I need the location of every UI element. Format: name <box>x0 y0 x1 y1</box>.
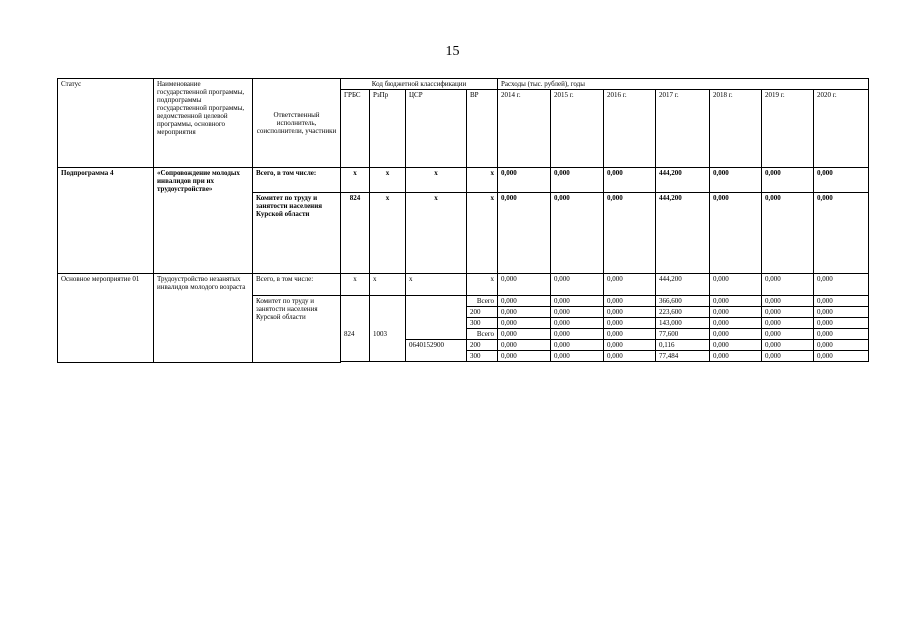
cell-value: 0,000 <box>762 318 814 329</box>
budget-table <box>57 78 869 363</box>
cell-vr: x <box>467 168 498 193</box>
row-responsible: Всего, в том числе: <box>253 168 341 193</box>
cell-rzpr: x <box>370 168 406 193</box>
cell-value: 0,000 <box>604 318 656 329</box>
header-year: 2020 г. <box>814 90 869 168</box>
cell-value: 0,000 <box>814 168 869 193</box>
cell-grbs: 824 <box>341 193 370 274</box>
cell-value: 0,000 <box>604 193 656 274</box>
cell-value: 0,000 <box>814 307 869 318</box>
cell-rzpr: 1003 <box>370 329 406 362</box>
cell-value: 0,000 <box>604 168 656 193</box>
cell-value: 0,000 <box>498 351 551 362</box>
cell-value: 444,200 <box>656 193 710 274</box>
cell-value: 0,000 <box>814 193 869 274</box>
header-year: 2016 г. <box>604 90 656 168</box>
cell-value: 0,000 <box>814 274 869 296</box>
cell-value: 0,000 <box>498 340 551 351</box>
cell-value: 0,000 <box>814 329 869 340</box>
page-number: 15 <box>445 44 460 59</box>
row-responsible: Всего, в том числе: <box>253 274 341 296</box>
header-year: 2015 г. <box>551 90 604 168</box>
cell-vr: 300 <box>467 318 498 329</box>
header-year: 2019 г. <box>762 90 814 168</box>
header-status: Статус <box>58 79 154 168</box>
row-name: Трудоустройство незанятых инвалидов молодого возраста <box>154 274 253 363</box>
cell-value: 0,000 <box>498 307 551 318</box>
cell-value: 77,484 <box>656 351 710 362</box>
row-status: Основное мероприятие 01 <box>58 274 154 363</box>
cell-value: 0,000 <box>710 274 762 296</box>
header-rzpr: РзПр <box>370 90 406 168</box>
cell-value: 0,000 <box>551 274 604 296</box>
header-budget-code: Код бюджетной классификации <box>341 79 498 90</box>
cell-value: 0,000 <box>604 351 656 362</box>
header-expenses: Расходы (тыс. рублей), годы <box>498 79 869 90</box>
cell-value: 0,000 <box>498 193 551 274</box>
cell-value: 0,000 <box>498 296 551 307</box>
cell-rzpr: x <box>370 193 406 274</box>
cell-value: 0,000 <box>710 193 762 274</box>
cell-vr: 300 <box>467 351 498 362</box>
cell-value: 0,000 <box>710 296 762 307</box>
cell-vr: Всего <box>467 296 498 307</box>
cell-value: 0,000 <box>710 318 762 329</box>
table-row <box>58 274 869 296</box>
cell-value: 444,200 <box>656 274 710 296</box>
cell-value: 0,000 <box>604 329 656 340</box>
header-vr: ВР <box>467 90 498 168</box>
cell-value: 0,000 <box>762 296 814 307</box>
header-year: 2014 г. <box>498 90 551 168</box>
cell-value: 0,000 <box>762 193 814 274</box>
cell-value: 223,600 <box>656 307 710 318</box>
row-name: «Сопровождение молодых инвалидов при их трудоустройстве» <box>154 168 253 274</box>
row-status: Подпрограмма 4 <box>58 168 154 274</box>
cell-value: 0,000 <box>498 274 551 296</box>
cell-value: 0,000 <box>814 296 869 307</box>
cell-value: 0,000 <box>762 307 814 318</box>
header-year: 2018 г. <box>710 90 762 168</box>
cell-value: 444,200 <box>656 168 710 193</box>
cell-value: 0,000 <box>762 168 814 193</box>
cell-value: 0,000 <box>762 329 814 340</box>
header-grbs: ГРБС <box>341 90 370 168</box>
cell-csr: x <box>406 193 467 274</box>
cell-value: 0,000 <box>814 340 869 351</box>
cell-value: 0,000 <box>551 318 604 329</box>
cell-grbs: x <box>341 168 370 193</box>
cell-value: 0,000 <box>551 340 604 351</box>
cell-grbs: x <box>341 274 370 296</box>
cell-value: 0,000 <box>551 296 604 307</box>
cell-value: 0,000 <box>710 168 762 193</box>
cell-grbs: 824 <box>341 329 370 362</box>
cell-value: 0,000 <box>551 168 604 193</box>
cell-value: 0,000 <box>551 329 604 340</box>
cell-value: 0,000 <box>498 168 551 193</box>
cell-value: 0,000 <box>814 351 869 362</box>
cell-vr: Всего <box>467 329 498 340</box>
cell-value: 0,000 <box>551 307 604 318</box>
header-year: 2017 г. <box>656 90 710 168</box>
cell-value: 0,000 <box>710 340 762 351</box>
cell-value: 0,000 <box>762 274 814 296</box>
cell-value: 0,116 <box>656 340 710 351</box>
cell-value: 143,000 <box>656 318 710 329</box>
header-responsible: Ответственный исполнитель, соисполнители, участники <box>253 79 341 168</box>
cell-value: 0,000 <box>551 351 604 362</box>
cell-csr: x <box>406 168 467 193</box>
cell-csr: 0640152900 <box>406 340 467 362</box>
cell-vr: 200 <box>467 307 498 318</box>
cell-value: 0,000 <box>710 329 762 340</box>
cell-value: 77,600 <box>656 329 710 340</box>
cell-value: 0,000 <box>551 193 604 274</box>
cell-value: 0,000 <box>604 296 656 307</box>
cell-value: 0,000 <box>604 340 656 351</box>
cell-value: 0,000 <box>710 351 762 362</box>
row-responsible: Комитет по труду и занятости населения Курской области <box>253 193 341 274</box>
cell-csr: x <box>406 274 467 296</box>
cell-rzpr: x <box>370 274 406 296</box>
cell-value: 0,000 <box>762 340 814 351</box>
table-row <box>58 168 869 193</box>
cell-value: 0,000 <box>498 318 551 329</box>
cell-vr: x <box>467 193 498 274</box>
cell-value: 0,000 <box>814 318 869 329</box>
cell-value: 0,000 <box>710 307 762 318</box>
cell-csr <box>406 296 467 329</box>
cell-value: 0,000 <box>604 274 656 296</box>
cell-value: 0,000 <box>762 351 814 362</box>
cell-grbs <box>341 296 370 329</box>
cell-vr: x <box>467 274 498 296</box>
cell-rzpr <box>370 296 406 329</box>
row-responsible: Комитет по труду и занятости населения Курской области <box>253 296 341 363</box>
cell-csr <box>406 329 467 340</box>
header-name: Наименование государственной программы, подпрограммы государственной программы, ведомственной целевой программы, основного мероприятия <box>154 79 253 168</box>
header-csr: ЦСР <box>406 90 467 168</box>
cell-value: 0,000 <box>498 329 551 340</box>
cell-value: 0,000 <box>604 307 656 318</box>
cell-vr: 200 <box>467 340 498 351</box>
cell-value: 366,600 <box>656 296 710 307</box>
